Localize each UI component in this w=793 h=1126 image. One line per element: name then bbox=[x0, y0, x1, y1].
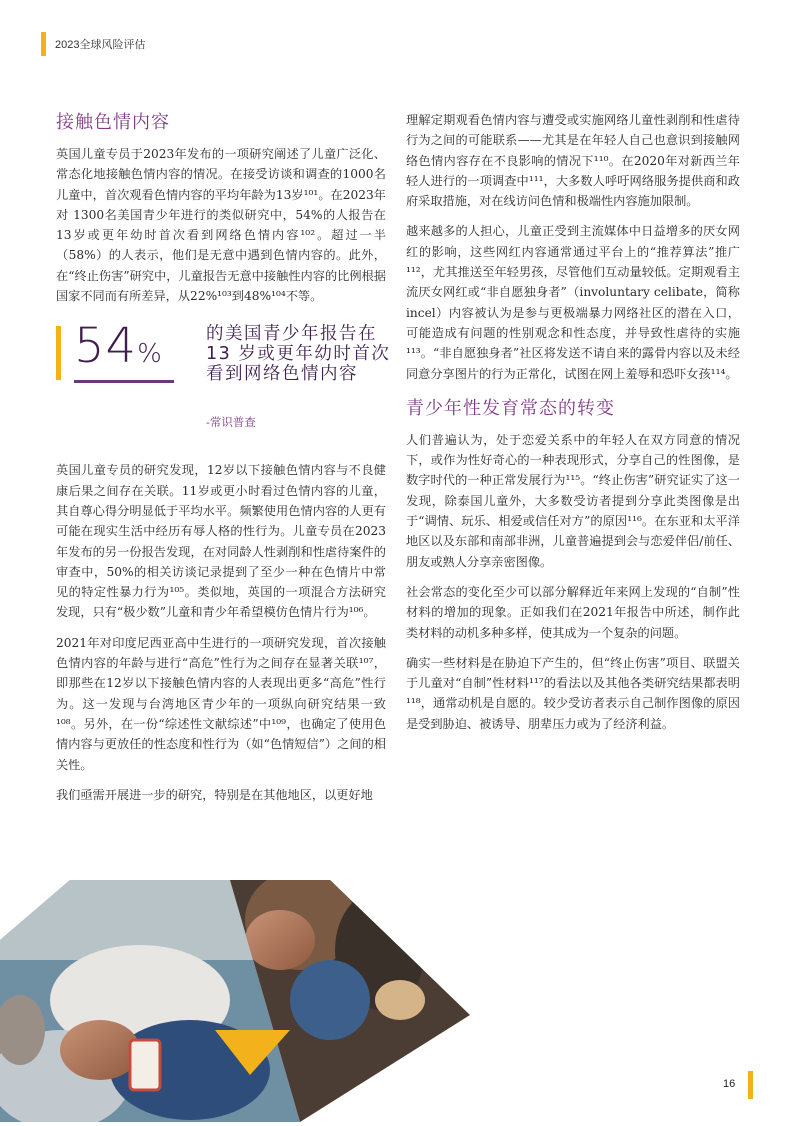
header-accent-bar bbox=[41, 32, 46, 56]
stat-callout bbox=[56, 318, 391, 448]
stat-source: -常识普查 bbox=[206, 415, 256, 430]
photo-teens-with-phones bbox=[0, 880, 500, 1122]
left-column bbox=[56, 108, 391, 815]
stat-suffix: % bbox=[137, 339, 163, 370]
stat-description: 的美国青少年报告在 13 岁或更年幼时首次看到网络色情内容 bbox=[206, 324, 391, 385]
photo-collage-icon bbox=[0, 880, 500, 1122]
running-header: 2023全球风险评估 bbox=[55, 39, 146, 51]
footer-accent-bar bbox=[748, 1071, 753, 1099]
stat-value: 54 bbox=[74, 318, 138, 375]
paragraph: 理解定期观看色情内容与遭受或实施网络儿童性剥削和性虐待行为之间的可能联系——尤其是在年轻人自己也意识到接触网络色情内容存在不良影响的情况下¹¹⁰。在2020年对新西兰年轻人进行的一项调查中¹¹¹，大多数人呼吁网络服务提供商和政府采取措施，对在线访问色情和极端性内容施加限制。 bbox=[406, 113, 740, 209]
page-number: 16 bbox=[723, 1078, 736, 1090]
stat-number bbox=[74, 318, 163, 382]
paragraph: 2021年对印度尼西亚高中生进行的一项研究发现，首次接触色情内容的年龄与进行“高危”性行为之间存在显著关联¹⁰⁷，即那些在12岁以下接触色情内容的人表现出更多“高危”性行为。这一发现与台湾地区青少年的一项纵向研究结果一致¹⁰⁸。另外，在一份“综述性文献综述”中¹⁰⁹，也确定了使用色情内容与更放任的性态度和性行为（如“色情短信”）之间的相关性。 bbox=[56, 635, 386, 772]
paragraph: 确实一些材料是在胁迫下产生的，但“终止伤害”项目、联盟关于儿童对“自制”性材料¹¹⁷的看法以及其他各类研究结果都表明¹¹⁸，通常动机是自愿的。较少受访者表示自己制作图像的原因是受到胁迫、被诱导、朋辈压力或为了经济利益。 bbox=[406, 655, 740, 731]
section-heading-exposure: 接触色情内容 bbox=[56, 112, 170, 133]
stat-underline bbox=[74, 380, 174, 383]
paragraph: 英国儿童专员于2023年发布的一项研究阐述了儿童广泛化、常态化地接触色情内容的情况。在接受访谈和调查的1000名儿童中，首次观看色情内容的平均年龄为13岁¹⁰¹。在2023年对 1300名美国青少年进行的类似研究中，54%的人报告在13岁或更年幼时首次看到网络色情内容¹⁰²。超过一半（58%）的人表示，他们是无意中遇到色情内容的。此外，在“终止伤害”研究中，儿童报告无意中接触性内容的比例根据国家不同而有所差异，从22%¹⁰³到48%¹⁰⁴不等。 bbox=[56, 147, 386, 304]
stat-accent-bar bbox=[56, 326, 61, 380]
paragraph: 英国儿童专员的研究发现，12岁以下接触色情内容与不良健康后果之间存在关联。11岁或更小时看过色情内容的儿童，其自尊心得分明显低于平均水平。频繁使用色情内容的人更有可能在现实生活中经历有辱人格的性行为。儿童专员在2023年发布的另一份报告发现，在对同龄人性剥削和性虐待案件的审查中，50%的相关访谈记录提到了至少一种在色情片中常见的特定性暴力行为¹⁰⁵。类似地，英国的一项混合方法研究发现，只有“极少数”儿童和青少年希望模仿色情片行为¹⁰⁶。 bbox=[56, 463, 386, 620]
paragraph: 我们亟需开展进一步的研究，特别是在其他地区，以更好地 bbox=[56, 787, 373, 802]
paragraph: 人们普遍认为，处于恋爱关系中的年轻人在双方同意的情况下，或作为性好奇心的一种表现形式，分享自己的性图像，是数字时代的一种正常发展行为¹¹⁵。“终止伤害”研究证实了这一发现，除泰国儿童外，大多数受访者提到分享此类图像是出于“调情、玩乐、相爱或信任对方”的原因¹¹⁶。在东亚和太平洋地区以及东部和南部非洲，儿童普遍提到会与恋爱伴侣/前任、朋友或熟人分享亲密图像。 bbox=[406, 432, 740, 569]
paragraph: 社会常态的变化至少可以部分解释近年来网上发现的“自制”性材料的增加的现象。正如我们在2021年报告中所述，制作此类材料的动机多种多样，使其成为一个复杂的问题。 bbox=[406, 584, 740, 640]
paragraph: 越来越多的人担心，儿童正受到主流媒体中日益增多的厌女网红的影响，这些网红内容通常通过平台上的“推荐算法”推广¹¹²，尤其推送至年轻男孩，尽管他们互动量较低。定期观看主流厌女网红或“非自愿独身者”（involuntary celibate，简称incel）内容被认为是参与更极端暴力网络社区的潜在入口，可能造成有问题的性别观念和性态度，并导致性虐待的实施¹¹³。“非自愿独身者”社区将发送不请自来的露骨内容以及未经同意分享图片的行为正常化，试图在网上羞辱和恐吓女孩¹¹⁴。 bbox=[406, 224, 740, 381]
right-column bbox=[406, 110, 740, 744]
section-heading-norms: 青少年性发育常态的转变 bbox=[406, 397, 615, 419]
